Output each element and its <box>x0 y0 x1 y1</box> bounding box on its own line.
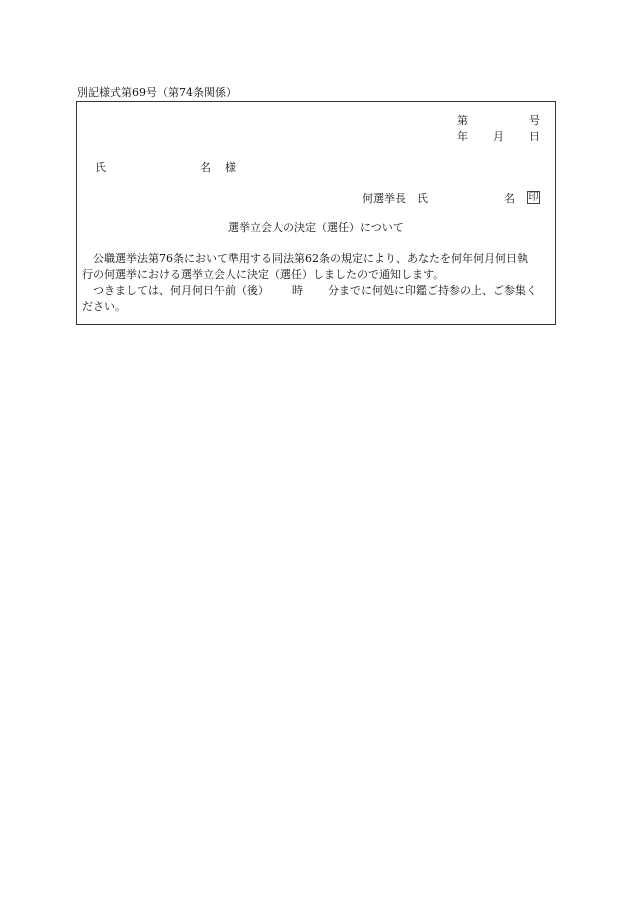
date-month: 月 <box>493 130 504 143</box>
date-year: 年 <box>457 130 468 143</box>
date-day: 日 <box>529 130 540 143</box>
addressee-sama: 様 <box>225 161 236 174</box>
sender-title: 何選挙長 氏 <box>362 192 428 205</box>
body-line-3-hour: 時 <box>292 284 303 297</box>
body-line-3-part-a: つきましては、何月何日午前（後） <box>82 284 269 297</box>
notice-title: 選挙立会人の決定（選任）について <box>228 221 404 234</box>
number-suffix: 号 <box>529 114 540 127</box>
addressee-shi: 氏 <box>95 161 106 174</box>
body-line-2: 行の何選挙における選挙立会人に決定（選任）しましたので通知します。 <box>82 268 445 281</box>
body-line-3-part-c: 分までに何処に印鑑ご持参の上、ご参集く <box>328 284 537 297</box>
form-number: 別記様式第69号（第74条関係） <box>77 86 237 99</box>
number-prefix: 第 <box>457 114 468 127</box>
body-line-4: ださい。 <box>82 300 126 313</box>
body-line-1: 公職選挙法第76条において準用する同法第62条の規定により、あなたを何年何月何日執 <box>82 252 528 265</box>
addressee-mei: 名 <box>200 161 211 174</box>
seal-mark: 印 <box>528 192 539 203</box>
sender-mei: 名 <box>504 192 515 205</box>
